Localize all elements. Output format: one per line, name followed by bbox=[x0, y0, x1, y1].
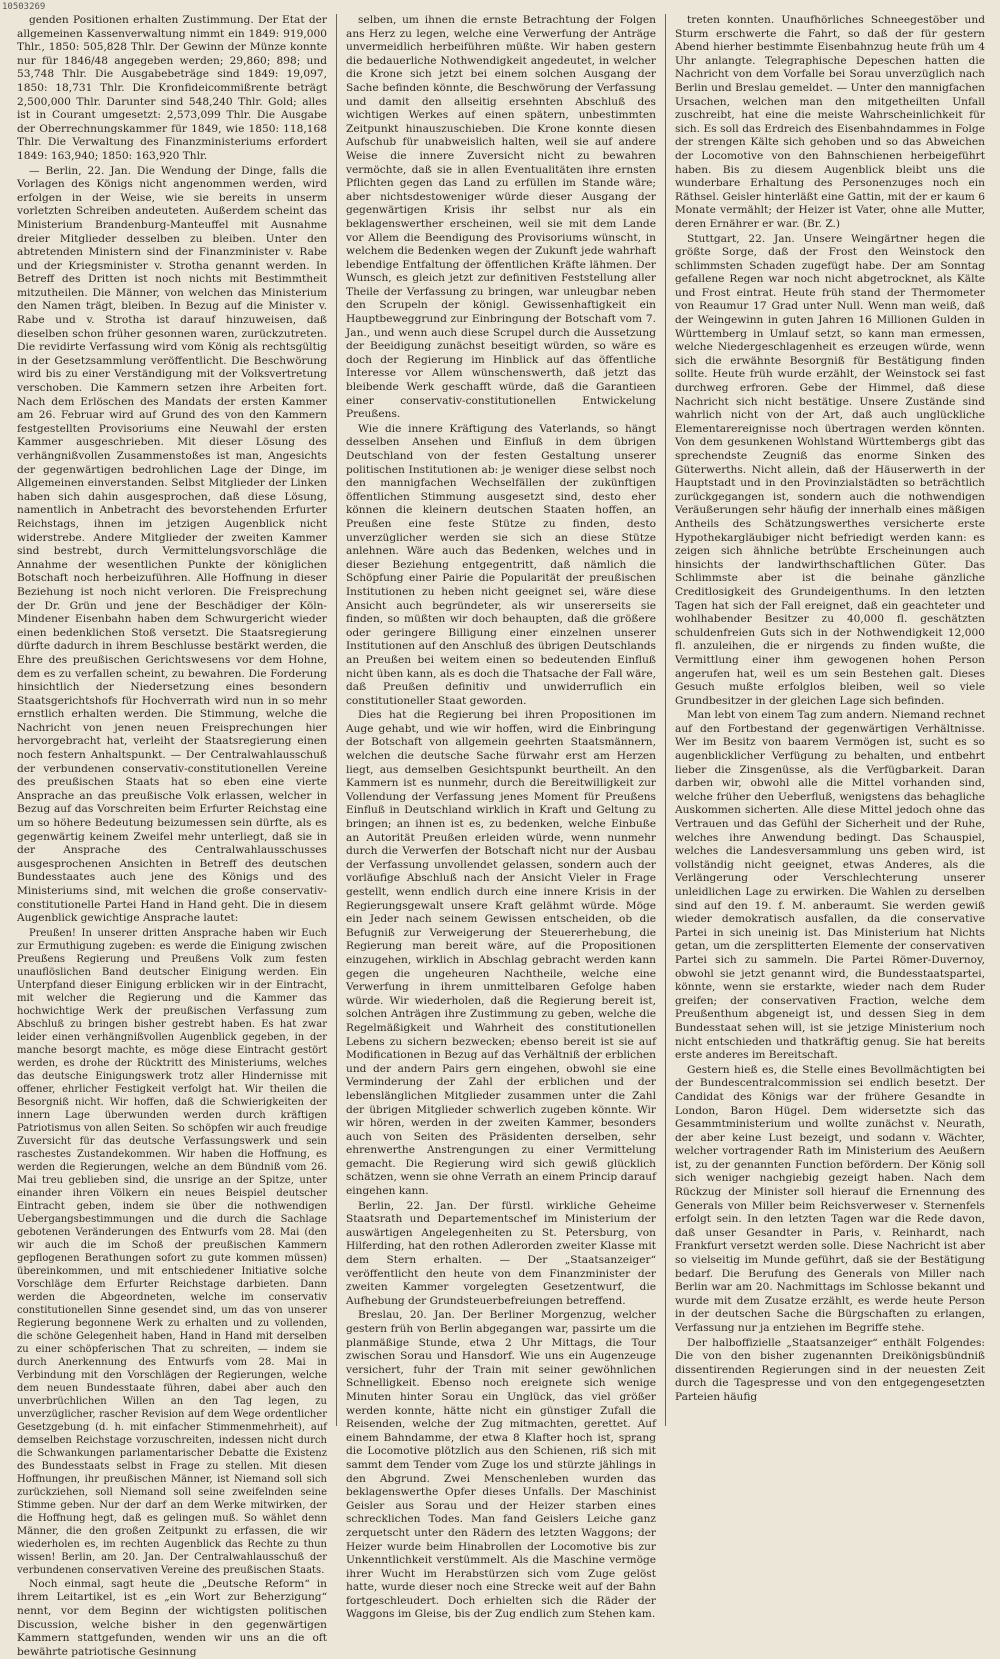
paragraph: Berlin, 22. Jan. Der fürstl. wirkliche Geheime Staatsrath und Departementschef im Ministerium der auswärtigen Angelegenheiten zu St. Petersburg, von Hilferding, hat den rothen Adlerorden zweiter Klasse mit dem Stern erhalten. — Der „Staatsanzeiger“ veröffentlicht den heute von dem Finanzminister der zweiten Kammer vorgelegten Gesetzentwurf, die Aufhebung der Grundsteuerbefreiungen betreffend. bbox=[346, 1199, 656, 1307]
paragraph: Man lebt von einem Tag zum andern. Niemand rechnet auf den Fortbestand der gegenwärtigen Verhältnisse. Wer im Besitz von baarem Vermögen ist, sucht es so augenblicklicher Verfügung zu behalten, und entbehrt lieber die Zinsgenüsse, als die Verfügbarkeit. Daran darben wir, obwohl alle die Mittel vorhanden sind, welche früher den Ueberfluß, wenigstens das behagliche Auskommen sicherten. Alle diese Mittel jedoch ohne das Vertrauen und das Gefühl der Sicherheit und der Ruhe, welches ihre Anwendung bedingt. Das Schauspiel, welches die Landesversammlung uns geben wird, ist vollständig nicht geeignet, etwas Anderes, als die Verlängerung oder Verschlechterung unserer unleidlichen Lage zu erwirken. Die Wahlen zu derselben sind auf den 19. f. M. anberaumt. Sie werden gewiß wieder demokratisch ausfallen, da die conservative Partei in sich uneinig ist. Das Ministerium hat Nichts getan, um die zersplitterten Elemente der conservativen Partei sich zu sammeln. Die Partei Römer-Duvernoy, obwohl sie jetzt genannt wird, die Bundesstaatspartei, könnte, wenn sie erstarkte, wieder nach dem Ruder greifen; der conservativen Fraction, welche dem Preußenthum abgeneigt ist, und dessen Sieg in dem Bundesstaat sehen will, ist sie jetzige Ministerium noch nicht entschieden und thatkräftig genug. Sie hat bereits erste anderes im Bereitschaft. bbox=[675, 709, 985, 1062]
column-1 bbox=[8, 14, 337, 1658]
newspaper-columns bbox=[8, 14, 994, 1658]
paragraph: treten konnten. Unaufhörliches Schneegestöber und Sturm erschwerte die Fahrt, so daß der für gestern Abend hierher bestimmte Eisenbahnzug heute früh um 4 Uhr anlangte. Telegraphische Depeschen hatten die Nachricht von dem Vorfalle bei Sorau unverzüglich nach Berlin und Breslau gemeldet. — Unter den mannigfachen Ursachen, welchen man den mitgetheilten Unfall zuschreibt, hat eine die meiste Wahrscheinlichkeit für sich. Es soll das Erdreich des Eisenbahndammes in Folge der strengen Kälte sich gehoben und so das Abweichen der Locomotive von den Bahnschienen herbeigeführt haben. Bis zu diesem Augenblick bleibt uns die wunderbare Erhaltung des Personenzuges noch ein Räthsel. Geisler hinterläßt eine Gattin, mit der er kaum 6 Monate vermählt; der Heizer ist Vater, ohne alle Mutter, deren Ernährer er war. (Br. Z.) bbox=[675, 14, 985, 230]
paragraph: Breslau, 20. Jan. Der Berliner Morgenzug, welcher gestern früh von Berlin abgegangen war, passirte um die planmäßige Stunde, etwa 2 Uhr Mittags, die Tour zwischen Sorau und Hansdorf. Wie uns ein Augenzeuge versichert, fuhr der Train mit seiner gewöhnlichen Schnelligkeit. Ebenso noch ereignete sich wenige Minuten hinter Sorau ein Unglück, das viel größer werden konnte, hätte nicht ein günstiger Zufall die Reisenden, welche der Zug mitmachten, gerettet. Auf einem Bahndamme, der etwa 8 Klafter hoch ist, sprang die Locomotive plötzlich aus den Schienen, riß sich mit sammt dem Tender vom Zuge los und stürzte jählings in den Abgrund. Zwei Menschenleben wurden das beklagenswerthe Opfer dieses Unfalls. Der Maschinist Geisler aus Sorau und der Heizer starben eines schrecklichen Todes. Man fand Geislers Leiche ganz zerquetscht unter den Rädern des letzten Waggons; der Heizer wurde beim Hinabrollen der Locomotive bis zur Unkenntlichkeit verstümmelt. Als die Maschine vermöge ihrer Wucht im Herabstürzen sich vom Zuge gelöst hatte, wurde dieser noch eine Strecke weit auf der Bahn fortgeschleudert. Doch erhielten sich die Räder der Waggons im Gleise, bis der Zug endlich zum Stehen kam. bbox=[346, 1309, 656, 1621]
paragraph: Preußen! In unserer dritten Ansprache haben wir Euch zur Ermuthigung zugeben: es werde die Einigung zwischen Preußens Regierung und Preußens Volk zum festen unauflöslichen Band deutscher Einigung werden. Ein Unterpfand dieser Einigung erblicken wir in der Eintracht, mit welcher die Regierung und die Kammer das hochwichtige Werk der preußischen Verfassung zum Abschluß zu bringen bisher gestrebt haben. Es hat zwar leider einen verhängnißvollen Augenblick gegeben, in der manche besorgt machte, es möge diese Eintracht gestört werden, es drohe der Rücktritt des Ministeriums, welches das deutsche Einigungswerk trotz aller Hindernisse mit offener, ehrlicher Festigkeit verfolgt hat. Wir theilen die Besorgniß nicht. Wir hoffen, daß die Schwierigkeiten der innern Lage überwunden werden durch kräftigen Patriotismus von allen Seiten. So schöpfen wir auch freudige Zuversicht für das deutsche Verfassungswerk und sein raschestes Zustandekommen. Wir haben die Hoffnung, es werden die Regierungen, welche an dem Bündniß vom 26. Mai treu geblieben sind, die unsrige an der Spitze, unter einander ihren Völkern ein neues Beispiel deutscher Eintracht geben, indem sie über die nothwendigen Uebergangsbestimmungen und die durch die Sachlage gebotenen Veränderungen des Entwurfs vom 28. Mai (den wir auch die im Schoß der preußischen Kammern gepflogenen Berathungen sofort zu gute kommen müssen) übereinkommen, und mit entschiedener Initiative solche Vorschläge dem Erfurter Reichstage darbieten. Dann werden die Abgeordneten, welche im conservativ constitutionellen Sinne gesendet sind, um das von unserer Regierung begonnene Werk zu erhalten und zu vollenden, die schöne Gelegenheit haben, Hand in Hand mit derselben zu einer schöpferischen That zu schreiten, — indem sie durch Anerkennung des Entwurfs vom 28. Mai in Verbindung mit den Vorschlägen der Regierungen, welche dem neuen Bundesstaate führen, dabei aber auch den unverbrüchlichen Willen an den Tag legen, zu unverzüglicher, rascher Revision auf dem Wege ordentlicher Gesetzgebung (d. h. mit einfacher Stimmenmehrheit), auf demselben Reichstage vorzuschreiten, indessen nicht durch die Schwankungen parlamentarischer Debatte die Existenz des Bundesstaats selbst in Frage zu stellen. Mit diesen Hoffnungen, ihr preußischen Männer, ist Niemand soll sich zurückziehen, soll Niemand soll seine zweifelnden seine Stimme geben. Nur der darf an dem Werke mitwirken, der die Hoffnung hegt, daß es gelingen muß. So wählet denn Männer, die den großen Zeitpunkt zu erfassen, die wir wiederholen es, im rechten Augenblick das Rechte zu thun wissen! Berlin, am 20. Jan. Der Centralwahlausschuß der verbundenen conservativen Vereine des preußischen Staats. bbox=[17, 927, 327, 1576]
paragraph: Der halboffizielle „Staatsanzeiger“ enthält Folgendes: Die von den bisher zugenannten Dreikönigsbündniß dissentirenden Regierungen sind in der neuesten Zeit durch die Tagespresse und von den entgegengesetzten Parteien häufig bbox=[675, 1336, 985, 1403]
paragraph: Stuttgart, 22. Jan. Unsere Weingärtner hegen die größte Sorge, daß der Frost den Weinstock den schlimmsten Schaden zugefügt habe. Der am Sonntag gefallene Regen war noch nicht abgetrocknet, als Kälte und Frost eintrat. Heute früh stand der Thermometer von Reaumur 17 Grad unter Null. Wenn man weiß, daß der Weingewinn in guten Jahren 16 Millionen Gulden in Württemberg in Umlauf setzt, so kann man ermessen, welche Niedergeschlagenheit es erzeugen würde, wenn sich die erwähnte Besorgniß für Bestätigung finden sollte. Heute früh wurde erzählt, der Weinstock sei fast durchweg erfroren. Gebe der Himmel, daß diese Nachricht sich nicht bestätige. Unsere Zustände sind wahrlich nicht von der Art, daß auch unglückliche Elementarereignisse noch übertragen werden könnten. Von dem gesunkenen Wohlstand Württembergs gibt das sprechendste Zeugniß das enorme Sinken des Güterwerths. Nicht allein, daß der Häuserwerth in der Hauptstadt und in den Provinzialstädten so beträchtlich zurückgegangen ist, sondern auch die nothwendigen Veräußerungen sehr häufig der innerhalb eines mäßigen Antheils des Schätzungswerthes versicherte erste Hypothekargläubiger nicht befriedigt werden kann: es zeigen sich ähnliche betrübte Erscheinungen auch hinsichts der landwirthschaftlichen Güter. Das Schlimmste aber ist die beinahe gänzliche Creditlosigkeit des Grundeigenthums. In den letzten Tagen hat sich der Fall ereignet, daß ein geachteter und wohlhabender Besitzer zu 40,000 fl. geschätzten schuldenfreien Guts sich in der Nothwendigkeit 12,000 fl. anzuleihen, die er nirgends zu finden wußte, die Vermittlung einer ihm gewogenen hohen Person angerufen hat, weil es um sein Bestehen galt. Dieses Gesuch mußte erfolglos bleiben, weil so viele Grundbesitzer in der gleichen Lage sich befinden. bbox=[675, 232, 985, 707]
paragraph: Gestern hieß es, die Stelle eines Bevollmächtigten bei der Bundescentralcommission sei endlich besetzt. Der Candidat des Königs war der frühere Gesandte in London, Baron Hügel. Dem widersetzte sich das Gesammtministerium und wollte zunächst v. Neurath, der aber keine Lust bezeigt, und sodann v. Wächter, welcher vortragender Rath im Ministerium des Aeußern ist, zu der genannten Function befördern. Der König soll sich weniger nachgiebig gezeigt haben. Nach dem Rückzug der Minister soll hierauf die Ernennung des Generals von Miller beim Reichsverweser v. Sternenfels erfolgt sein. In den letzten Tagen war die Rede davon, daß unser Gesandter in Paris, v. Reinhardt, nach Frankfurt versetzt werden solle. Diese Nachricht ist aber so vielseitig im Munde geführt, daß sie der Bestätigung bedarf. Die Berufung des Generals von Miller nach Berlin war am 20. Nachmittags im Schlosse bekannt und wurde mit dem Zusatze erzählt, es werde heute Person in der deutschen Sache die Bürgschaften zu erlangen, Verfassung nur ja entziehen im Begriffe stehe. bbox=[675, 1063, 985, 1334]
paragraph: — Berlin, 22. Jan. Die Wendung der Dinge, falls die Vorlagen des Königs nicht angenommen werden, wird erfolgen in der Weise, wie sie bereits in unserm vorletzten Schreiben andeuteten. Außerdem scheint das Ministerium Brandenburg-Manteuffel mit Ausnahme dreier Mitglieder desselben zu bleiben. Unter den abtretenden Ministern sind der Finanzminister v. Rabe und der Kriegsminister v. Strotha genannt werden. In Betreff des Dritten ist noch nichts mit Bestimmtheit mitzutheilen. Die Männer, von welchen das Ministerium den Namen trägt, bleiben. In Bezug auf die Minister v. Rabe und v. Strotha ist darauf hinzuweisen, daß dieselben schon früher gesonnen waren, zurückzutreten. Die revidirte Verfassung wird vom König als rechtsgültig in der Gesetzsammlung veröffentlicht. Die Beschwörung wird bis zu einer Verständigung mit der Volksvertretung verschoben. Die Kammern setzen ihre Arbeiten fort. Nach dem Erlöschen des Mandats der ersten Kammer am 26. Februar wird auf Grund des von den Kammern festgestellten Provisoriums eine Neuwahl der ersten Kammer ausgeschrieben. Mit dieser Lösung des verhängnißvollen Zusammenstoßes ist man, Angesichts der gegenwärtigen bedrohlichen Lage der Dinge, im Allgemeinen einverstanden. Selbst Mitglieder der Linken haben sich dahin ausgesprochen, daß diese Lösung, namentlich in Anbetracht des bevorstehenden Erfurter Reichstags, ihnen im jetzigen Augenblick nicht widerstrebe. Andere Mitglieder der zweiten Kammer sind bestrebt, durch Vermittelungsvorschläge die Annahme der wesentlichen Punkte der königlichen Botschaft noch herbeizuführen. Alle Hoffnung in dieser Beziehung ist noch nicht verloren. Die Freisprechung der Dr. Grün und jene der Beschädiger der Köln-Mindener Eisenbahn haben dem Schwurgericht wieder einen bedenklichen Stoß versetzt. Die Staatsregierung dürfte dadurch in ihrem Beschlusse bestärkt werden, die Ehre des preußischen Gerichtswesens vor dem Hohne, dem es zu verfallen scheint, zu bewahren. Die Forderung hinsichtlich der Niedersetzung eines besondern Staatsgerichtshofs für Hochverrath wird nun in so mehr ernstlich erhalten werden. Die Stimmung, welche die Nachricht von jenen neuen Freisprechungen hier hervorgebracht hat, verleiht der Staatsregierung einen noch festern Anhaltspunkt. — Der Centralwahlausschuß der verbundenen conservativ-constitutionellen Vereine des preußischen Staats hat so eben eine vierte Ansprache an das preußische Volk erlassen, welcher in Bezug auf das Vorschreiten beim Erfurter Reichstag eine um so höhere Bedeutung beizumessen sein dürfte, als es gegenwärtig keinem Zweifel mehr unterliegt, daß sie in der Ansprache des Centralwahlausschusses ausgesprochenen Ansichten in Betreff des deutschen Bundesstaates auch jene des Königs und des Ministeriums sind, mit welchen die große conservativ-constitutionelle Partei Hand in Hand geht. Die in diesem Augenblick gewichtige Ansprache lautet: bbox=[17, 164, 327, 925]
paragraph: Wie die innere Kräftigung des Vaterlands, so hängt desselben Ansehen und Einfluß in dem übrigen Deutschland von der festen Gestaltung unserer politischen Institutionen ab: je weniger diese selbst noch den mannigfachen Wechselfällen der zukünftigen öffentlichen Stimmung ausgesetzt sind, desto eher können die kleinern deutschen Staaten hoffen, an Preußen eine feste Stütze zu finden, desto unverzüglicher werden sie sich an diese Stütze anlehnen. Wäre auch das Bedenken, welches und in dieser Beziehung entgegentritt, daß nämlich die Schöpfung einer Pairie die Popularität der preußischen Institutionen zu heben nicht geeignet sei, wäre diese Ansicht auch begründeter, als wir unsererseits sie finden, so müßten wir doch behaupten, daß die größere oder geringere Billigung einer einzelnen unserer Institutionen auf den Anschluß des übrigen Deutschlands an Preußen bei weitem einen so bedeutenden Einfluß nicht üben kann, als es doch die Thatsache der Fall wäre, daß Preußen definitiv und unwiderruflich ein constitutioneller Staat geworden. bbox=[346, 422, 656, 707]
page-id: 10503269 bbox=[2, 2, 46, 12]
paragraph: genden Positionen erhalten Zustimmung. Der Etat der allgemeinen Kassenverwaltung nimmt ein 1849: 919,000 Thlr., 1850: 505,828 Thlr. Der Gewinn der Münze konnte nur für 1846/48 angegeben werden; 29,860; 898; und 53,748 Thlr. Die Ausgabebeträge sind 1849: 19,097, 1850: 18,731 Thlr. Die Kronfideicommißrente beträgt 2,500,000 Thlr. Darunter sind 548,240 Thlr. Gold; alles ist in Courant umgesetzt: 2,573,099 Thlr. Die Ausgabe der Oberrechnungskammer für 1849, wie 1850: 118,168 Thlr. Die Verwaltung des Finanzministeriums erfordert 1849: 163,940; 1850: 163,920 Thlr. bbox=[17, 14, 327, 162]
paragraph: Noch einmal, sagt heute die „Deutsche Reform“ in ihrem Leitartikel, ist es „ein Wort zur Beherzigung“ nennt, vor dem Beginn der wichtigsten politischen Discussion, welche bisher in den gegenwärtigen Kammern stattgefunden, wenden wir uns an die oft bewährte patriotische Gesinnung bbox=[17, 1577, 327, 1658]
column-3 bbox=[666, 14, 994, 1426]
column-2 bbox=[337, 14, 666, 1621]
paragraph: selben, um ihnen die ernste Betrachtung der Folgen ans Herz zu legen, welche eine Verwerfung der Anträge unvermeidlich herbeiführen müßte. Wir haben gestern die bedauerliche Nothwendigkeit angedeutet, in welcher die Krone sich jetzt bei einem solchen Ausgang der Sache befinden könnte, die Beschwörung der Verfassung und damit den allseitig ersehnten Abschluß des wichtigen Werkes auf einen spätern, unbestimmten Zeitpunkt hinauszuschieben. Die Krone konnte diesen Aufschub für unabweislich halten, weil sie auf andere Weise die innere Zuversicht nicht zu bewahren vermöchte, daß sie in allen Eventualitäten ihre ernsten Pflichten gegen das Land zu erfüllen im Stande wäre; aber nichtsdestoweniger würde dieser Ausgang der gegenwärtigen Krisis ihr selbst nur als ein beklagenswerther erscheinen, weil sie mit dem Lande vor Allem die Beendigung des Provisoriums wünscht, in welchem die Bedenken wegen der Zukunft jede wahrhaft lebendige Entfaltung der öffentlichen Kräfte lähmen. Der Wunsch, es gleich jetzt zur definitiven Feststellung aller Theile der Verfassung zu bringen, war unleugbar neben den Scrupeln der königl. Gewissenhaftigkeit ein Hauptbeweggrund zur Einbringung der Botschaft vom 7. Jan., und wenn auch diese Scrupel durch die Aussetzung der Beeidigung zunächst beseitigt würden, so wäre es doch der Regierung im Hinblick auf das öffentliche Interesse vor Allem wünschenswerth, daß jetzt das bleibende Werk geschafft würde, daß die Garantieen einer conservativ-constitutionellen Entwickelung Preußens. bbox=[346, 14, 656, 421]
paragraph: Dies hat die Regierung bei ihren Propositionen im Auge gehabt, und wie wir hoffen, wird die Einbringung der Botschaft von allgemein geehrten Staatsmännern, welchen die deutsche Sache fürwahr erst am Herzen liegt, aus demselben Gesichtspunkt beurtheilt. An den Kammern ist es nunmehr, durch die Bereitwilligkeit zur Vollendung der Verfassung jenes Moment für Preußens Einfluß in Deutschland wirklich in Kraft und Geltung zu bringen; an ihnen ist es, zu bedenken, welche Einbuße an Autorität Preußen erleiden würde, wenn nunmehr durch die Verwerfen der Botschaft nicht nur der Ausbau der Verfassung unvollendet gelassen, sondern auch der vorläufige Abschluß nach der Ansicht Vieler in Frage gestellt, wenn endlich durch eine innere Krisis in der Regierungsgewalt unsere Kraft gelähmt würde. Möge ein Jeder nach seinem Gewissen entscheiden, ob die Befugniß zur Verweigerung der Steuererhebung, die Regierung man bereit wäre, auf die Propositionen einzugehen, wirklich in Abschlag gebracht werden kann gegen die ungeheuren Nachtheile, welche eine Verwerfung in ihrem unmittelbaren Gefolge haben würde. Wir wiederholen, daß die Regierung bereit ist, solchen Anträgen ihre Zustimmung zu geben, welche die Regelmäßigkeit und Wahrheit des constitutionellen Lebens zu sichern bezwecken; ebenso bereit ist sie auf Modificationen in Bezug auf das Verhältniß der erblichen und der andern Pairs gern eingehen, obwohl sie eine Verminderung der Zahl der erblichen und der lebenslänglichen Mitglieder zusammen unter die Zahl der übrigen Mitglieder schwerlich zugeben könnte. Wir wir hören, werden in der zweiten Kammer, besonders auch von Seiten des Präsidenten derselben, sehr ehrenwerthe Anstrengungen zu einer Vermittelung gemacht. Die Regierung wird sich gewiß glücklich schätzen, wenn sie ohne Verrath an einem Princip darauf eingehen kann. bbox=[346, 709, 656, 1198]
